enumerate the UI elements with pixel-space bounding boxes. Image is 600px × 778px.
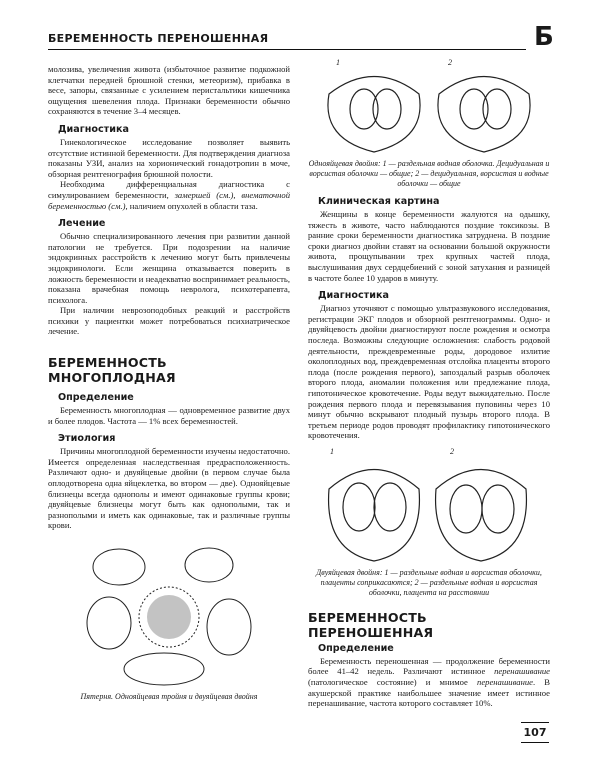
text: . В акушерской практике наибольшее значение имеет истинное перенашивание, частота которого составляет 10%. <box>308 677 551 709</box>
intro-paragraph: молозива, увеличения живота (избыточное развитие подкожной клетчатки передней брюшной стенки, метеоризм), прибавка в весе, запоры, связанные с усилением перистальтики кишечника ощущения шевеления плода. Признаки беременности обычно сохраняются в течение 3–4 месяцев. <box>48 64 290 117</box>
monozygotic-twins-illustration <box>319 58 539 156</box>
paragraph <box>48 179 290 211</box>
quintuplets-illustration <box>79 539 259 689</box>
section-letter: Б <box>534 22 554 52</box>
heading-definition: Определение <box>58 392 134 404</box>
running-header: БЕРЕМЕННОСТЬ ПЕРЕНОШЕННАЯ <box>48 32 526 50</box>
text: , <box>233 189 242 200</box>
paragraph: Диагноз уточняют с помощью ультразвукового исследования, регистрации ЭКГ плодов и обзорной рентгенограммы. Одно- и двуяйцевость двойни диагностируют после рождения и осмотра последа. Возможны следующие осложнения: слабость родовой деятельности, преждевременные роды, дородовое излитие околоплодных вод, преждевременная отслойка плаценты второго плода (после рождения первого), запоздалый разрыв оболочек второго плода, аномалии положения или предлежание плода, гипотоническое кровотечение. Роды ведут выжидательно. После рождения первого плода и перевязывания пуповины через 10 минут обычно вскрывают плодный пузырь второго плода. В третьем периоде родов проводят профилактику гипотонического кровотечения. <box>308 303 550 441</box>
article-title-postterm: БЕРЕМЕННОСТЬ ПЕРЕНОШЕННАЯ <box>308 609 434 640</box>
paragraph: Гинекологическое исследование позволяет выявить отсутствие истинной беременности. Для подтверждения диагноза показаны УЗИ, анализ на хорионический гонадотропин в моче, обзорная рентгенография брюшной полости. <box>48 136 290 179</box>
monozygotic-twins-figure <box>308 58 550 189</box>
quintuplets-figure <box>48 539 290 702</box>
figure-caption: Двуяйцевая двойня: 1 — раздельные водная и ворсистая оболочки, плаценты соприкасаются; 2 — раздельные водная и ворсистая оболочки, плацента на расстоянии <box>316 567 542 597</box>
figure-label: 1 <box>336 58 340 67</box>
figure-label: 1 <box>330 446 334 456</box>
heading-definition: Определение <box>318 642 394 654</box>
figure-caption: Пятерня. Однояйцевая тройня и двуяйцевая двойня <box>80 692 258 701</box>
heading-diagnostics: Диагностика <box>318 290 389 302</box>
dizygotic-twins-figure <box>308 447 550 598</box>
cross-reference-link[interactable]: внематочной беременностью (см.) <box>48 189 290 211</box>
heading-etiology: Этиология <box>58 433 116 445</box>
heading-clinical-picture: Клиническая картина <box>318 196 440 207</box>
left-column <box>48 64 290 704</box>
text: , наличием опухолей в области таза. <box>125 200 258 211</box>
paragraph <box>308 656 550 709</box>
emphasis: перенашивание <box>477 677 533 688</box>
paragraph: Обычно специализированного лечения при развитии данной патологии не требуется. При подозрении на наличие эндокринных расстройств к лечению могут быть привлечены эндокринологи. Если женщина отказывается поверить в ложность беременности и неадекватно воспринимает реальность, показана врачебная помощь невролога, психотерапевта, психолога. <box>48 231 290 305</box>
cross-reference-link[interactable]: замершей (см.) <box>174 189 234 200</box>
emphasis: перенашивание <box>494 666 550 677</box>
paragraph: Беременность многоплодная — одновременное развитие двух и более плодов. Частота — 1% всех беременностей. <box>48 405 290 426</box>
paragraph: При наличии неврозоподобных реакций и расстройств психики у пациентки может потребоваться психиатрическое лечение. <box>48 305 290 337</box>
figure-caption: Однояйцевая двойня: 1 — раздельная водная оболочка. Децидуальная и ворсистая оболочки — общие; 2 — децидуальная, ворсистая и водные оболочки — общие <box>308 159 550 188</box>
paragraph: Причины многоплодной беременности изучены недостаточно. Имеется определенная наследственная предрасположенность. Различают одно- и двуяйцевые двойни (в первом случае была оплодотворена одна яйцеклетка, во втором — две). Однояйцевые близнецы всегда однополы и имеют одинаковые группы крови; двуяйцевые близнецы могут быть как однополыми, так и разнополыми и иметь как одинаковые, так и различные группы крови. <box>48 446 290 531</box>
heading-diagnostics: Диагностика <box>58 123 129 135</box>
text: (патологическое состояние) и мнимое <box>308 677 478 688</box>
paragraph: Женщины в конце беременности жалуются на одышку, тяжесть в животе, часто наблюдаются поздние токсикозы. В ранние сроки беременности диагностика затруднена. В поздние сроки диагноз двойни ставят на основании большой окружности живота, прощупывании трех крупных частей плода, выслушивания двух сердцебиений с зоной затухания и разницей в частоте более 10 ударов в минуту. <box>308 209 550 283</box>
text: Беременность переношенная — продолжение беременности более 41–42 недель. Различают истинное <box>308 655 550 677</box>
figure-label: 2 <box>448 58 452 67</box>
dizygotic-twins-illustration <box>324 447 534 565</box>
figure-label: 2 <box>450 446 454 456</box>
text: Необходима дифференциальная диагностика с симулированием беременности, <box>48 179 290 200</box>
page-number: 107 <box>521 722 549 743</box>
article-title-multiple: БЕРЕМЕННОСТЬ МНОГОПЛОДНАЯ <box>48 355 176 386</box>
right-column <box>308 58 550 709</box>
heading-treatment: Лечение <box>58 218 106 230</box>
